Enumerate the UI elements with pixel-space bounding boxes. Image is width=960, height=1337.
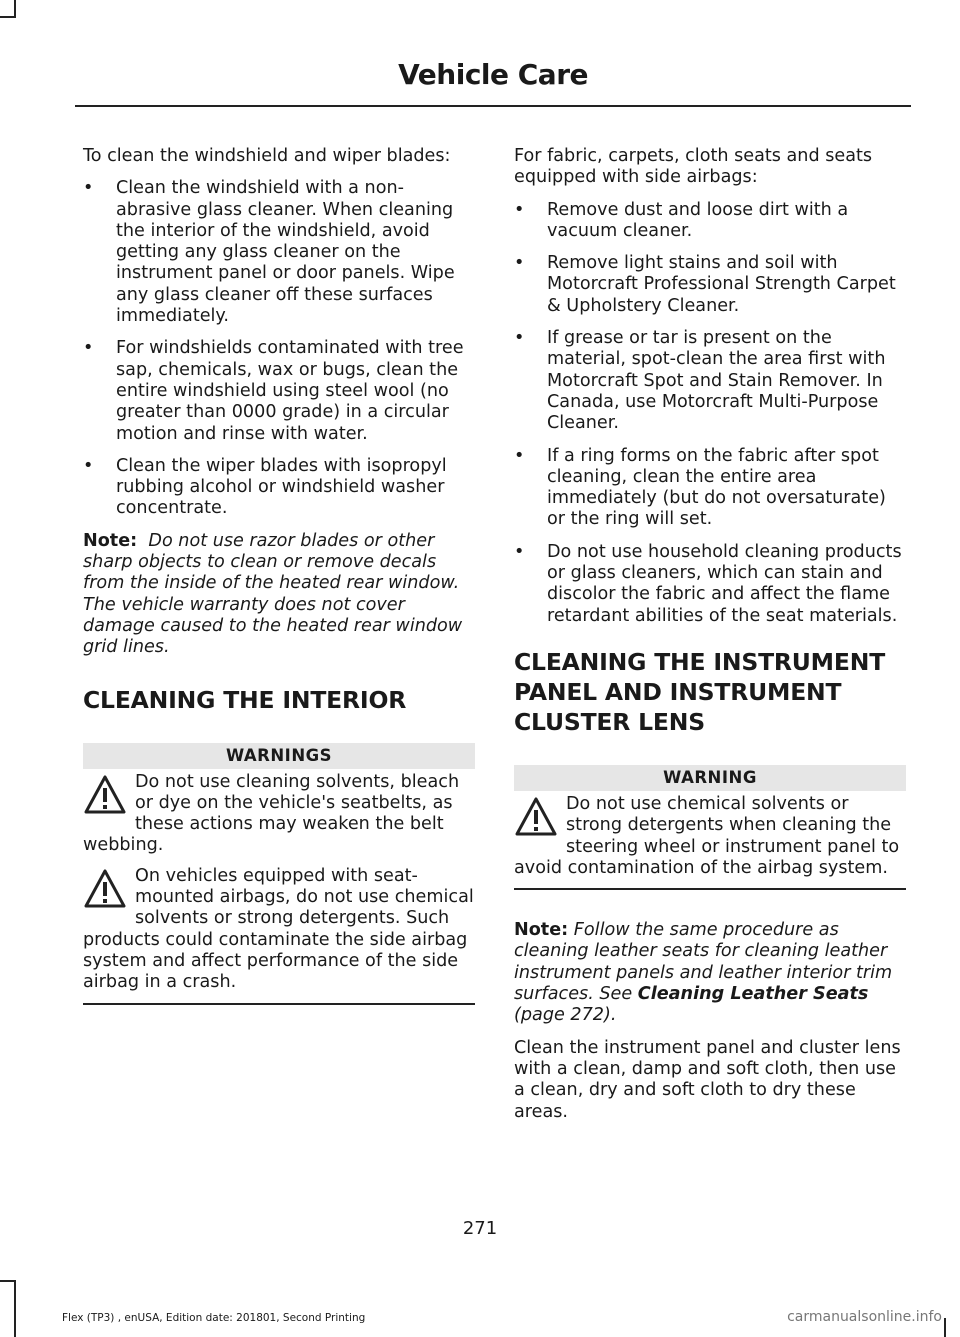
crop-mark: [14, 1280, 16, 1337]
warnings-heading: WARNINGS: [83, 743, 475, 769]
instrument-panel-closing: Clean the instrument panel and cluster lens with a clean, damp and soft cloth, then use a clean, dry and soft cloth to dry these areas.: [514, 1037, 901, 1122]
section-title-interior: CLEANING THE INTERIOR: [83, 685, 407, 714]
edition-line: Flex (TP3) , enUSA, Edition date: 201801, Second Printing: [62, 1312, 366, 1324]
leather-note: [514, 920, 906, 1026]
list-item: • Remove dust and loose dirt with a vacuum cleaner.: [514, 200, 906, 243]
windshield-intro: To clean the windshield and wiper blades:: [83, 146, 451, 166]
warning-box: [514, 765, 906, 890]
warning-text: On vehicles equipped with seat-mounted airbags, do not use chemical solvents or strong detergents. Such products could contaminate the side airbag system and affect performance of the side airbag in a crash.: [83, 865, 474, 993]
warnings-rule: [83, 1003, 475, 1005]
watermark-site: carmanualsonline.info: [787, 1309, 942, 1325]
section-title-line: PANEL AND INSTRUMENT: [514, 677, 842, 706]
list-item: • Clean the windshield with a non-abrasive glass cleaner. When cleaning the interior of the windshield, avoid getting any glass cleaner on the instrument panel or door panels. Wipe any glass cleaner off these surfaces immediately.: [83, 178, 475, 327]
list-item: • Remove light stains and soil with Motorcraft Professional Strength Carpet & Upholstery Cleaner.: [514, 253, 906, 317]
note-label: Note:: [514, 920, 569, 941]
list-item: • Do not use household cleaning products or glass cleaners, which can stain and discolor the fabric and affect the flame retardant abilities of the seat materials.: [514, 542, 906, 627]
page-number: 271: [462, 1218, 498, 1239]
warning-item: [514, 794, 906, 879]
crop-mark: [0, 16, 16, 18]
right-column: [514, 146, 906, 1134]
list-item: • If a ring forms on the fabric after spot cleaning, clean the entire area immediately (but do not oversaturate) or the ring will set.: [514, 446, 906, 531]
warning-triangle-icon: [514, 796, 558, 838]
cross-reference-page: (page 272).: [514, 1005, 617, 1026]
section-title-line: CLUSTER LENS: [514, 707, 705, 736]
warning-rule: [514, 888, 906, 890]
left-column: [83, 146, 475, 1005]
warning-item: [83, 866, 475, 994]
warning-triangle-icon: [83, 868, 127, 910]
fabric-intro: For fabric, carpets, cloth seats and seats equipped with side airbags:: [514, 146, 873, 188]
list-item: • Clean the wiper blades with isopropyl rubbing alcohol or windshield washer concentrate.: [83, 456, 475, 520]
section-title-line: CLEANING THE INSTRUMENT: [514, 647, 886, 676]
list-item: • For windshields contaminated with tree sap, chemicals, wax or bugs, clean the entire windshield using steel wool (no greater than 0000 grade) in a circular motion and rinse with water.: [83, 338, 475, 444]
warning-text: Do not use cleaning solvents, bleach or dye on the vehicle's seatbelts, as these actions may weaken the belt webbing.: [83, 771, 460, 856]
note-text: Do not use razor blades or other sharp objects to clean or remove decals from the inside of the heated rear window. The vehicle warranty does not cover damage caused to the heated rear window grid lines.: [83, 530, 463, 658]
heated-window-note: [83, 531, 475, 659]
page-header-title: Vehicle Care: [398, 58, 588, 91]
cross-reference-link[interactable]: Cleaning Leather Seats: [637, 984, 869, 1005]
list-item: • If grease or tar is present on the material, spot-clean the area first with Motorcraft Spot and Stain Remover. In Canada, use Motorcraft Multi-Purpose Cleaner.: [514, 328, 906, 434]
section-title-instrument-panel: [514, 647, 906, 737]
windshield-bullet-list: [83, 178, 475, 519]
note-text: Follow the same procedure as cleaning leather seats for cleaning leather instrument panels and leather interior trim surfaces. See: [514, 920, 893, 1005]
crop-mark: [0, 1280, 16, 1282]
crop-mark: [944, 1318, 946, 1337]
note-label: Note:: [83, 530, 138, 551]
fabric-bullet-list: [514, 200, 906, 627]
warning-heading: WARNING: [514, 765, 906, 791]
header-rule: [75, 105, 911, 107]
warning-triangle-icon: [83, 774, 127, 816]
warnings-box: [83, 743, 475, 1005]
warning-item: [83, 772, 475, 857]
warning-text: Do not use chemical solvents or strong detergents when cleaning the steering wheel or instrument panel to avoid contamination of the airbag system.: [514, 793, 900, 878]
